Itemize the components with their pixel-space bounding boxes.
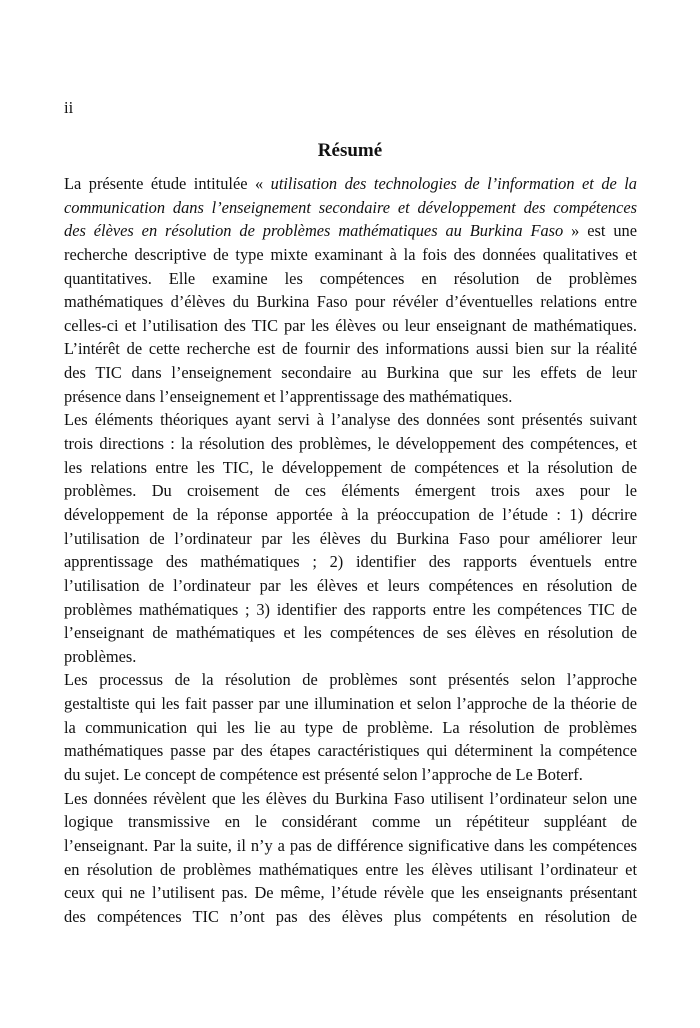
text-line [64, 267, 637, 291]
text-line [64, 763, 637, 787]
text-line [64, 834, 637, 858]
line-text: les relations entre les TIC, le développement de compétences et la résolution de [64, 457, 637, 477]
text-line [64, 527, 637, 551]
italic-title-text: communication dans l’enseignement secondaire et développement des compétences [64, 197, 637, 217]
text-line [64, 787, 637, 811]
text-line [64, 668, 637, 692]
line-text: l’utilisation de l’ordinateur par les élèves et leurs compétences en résolution de [64, 575, 637, 595]
line-text: développement de la réponse apportée à la préoccupation de l’étude : 1) décrire [64, 504, 637, 524]
line-text: quantitatives. Elle examine les compétences en résolution de problèmes [64, 268, 637, 288]
page-number: ii [64, 98, 74, 117]
text-line [64, 408, 637, 432]
line-text: Les éléments théoriques ayant servi à l’analyse des données sont présentés suivant [64, 410, 637, 430]
text-line [64, 314, 637, 338]
line-text: problèmes. Du croisement de ces éléments émergent trois axes pour le [64, 481, 637, 501]
text-line [64, 810, 637, 834]
line-text: l’enseignant. Par la suite, il n’y a pas de différence significative dans les compétences [64, 835, 637, 855]
line-text: gestaltiste qui les fait passer par une illumination et selon l’approche de la théorie de [64, 694, 637, 714]
text-line [64, 456, 637, 480]
italic-title-text: utilisation des technologies de l’information et de la [270, 174, 637, 193]
section-title: Résumé [317, 140, 383, 161]
text-line [64, 550, 637, 574]
text-line [64, 432, 637, 456]
line-text: apprentissage des mathématiques ; 2) identifier des rapports éventuels entre [64, 552, 637, 572]
text-line [64, 905, 637, 929]
text-line [64, 645, 637, 669]
line-text: L’intérêt de cette recherche est de fournir des informations aussi bien sur la réalité [64, 339, 637, 359]
text-line [64, 337, 637, 361]
line-text: l’enseignant de mathématiques et les compétences de ses élèves en résolution de [64, 623, 637, 643]
line-text: des TIC dans l’enseignement secondaire au Burkina que sur les effets de leur [64, 363, 637, 383]
text-line [64, 621, 637, 645]
text-line [64, 361, 637, 385]
line-text: des compétences TIC n’ont pas des élèves plus compétents en résolution de [64, 906, 637, 926]
text-line [64, 716, 637, 740]
text-line [64, 598, 637, 622]
text-line [64, 290, 637, 314]
text-line [64, 243, 637, 267]
text-line [64, 385, 637, 409]
line-text: La présente étude intitulée « [64, 174, 271, 193]
line-text: ceux qui ne l’utilisent pas. De même, l’étude révèle que les enseignants présentant [64, 883, 637, 903]
line-text: Les données révèlent que les élèves du Burkina Faso utilisent l’ordinateur selon une [64, 788, 637, 808]
text-line [64, 172, 637, 196]
text-line [64, 858, 637, 882]
text-line [64, 503, 637, 527]
line-text: logique transmissive en le considérant comme un répétiteur suppléant de [64, 812, 637, 832]
line-text: l’utilisation de l’ordinateur par les élèves du Burkina Faso pour améliorer leur [64, 528, 637, 548]
italic-title-text: des élèves en résolution de problèmes mathématiques au Burkina Faso [64, 221, 564, 241]
text-line [64, 196, 637, 220]
line-text: Les processus de la résolution de problèmes sont présentés selon l’approche [64, 670, 637, 690]
text-line [64, 219, 637, 243]
line-text: mathématiques d’élèves du Burkina Faso pour révéler d’éventuelles relations entre [64, 292, 637, 312]
line-text: problèmes mathématiques ; 3) identifier des rapports entre les compétences TIC de [64, 599, 637, 619]
text-line [64, 881, 637, 905]
line-text: celles-ci et l’utilisation des TIC par les élèves ou leur enseignant de mathématiques. [64, 315, 637, 335]
line-text: recherche descriptive de type mixte examinant à la fois des données qualitatives et [64, 244, 637, 264]
line-text: en résolution de problèmes mathématiques entre les élèves utilisant l’ordinateur et [64, 859, 637, 879]
line-text: » est une [563, 221, 637, 241]
line-text: trois directions : la résolution des problèmes, le développement des compétences, et [64, 434, 637, 454]
abstract-body [64, 172, 637, 929]
text-line [64, 739, 637, 763]
text-line [64, 692, 637, 716]
line-text: mathématiques passe par des étapes caractéristiques qui déterminent la compétence [64, 741, 637, 761]
text-line [64, 574, 637, 598]
line-text: la communication qui les lie au type de problème. La résolution de problèmes [64, 717, 637, 737]
line-text: présence dans l’enseignement et l’apprentissage des mathématiques. [64, 386, 513, 406]
text-line [64, 479, 637, 503]
line-text: problèmes. [64, 646, 137, 666]
line-text: du sujet. Le concept de compétence est présenté selon l’approche de Le Boterf. [64, 765, 583, 785]
